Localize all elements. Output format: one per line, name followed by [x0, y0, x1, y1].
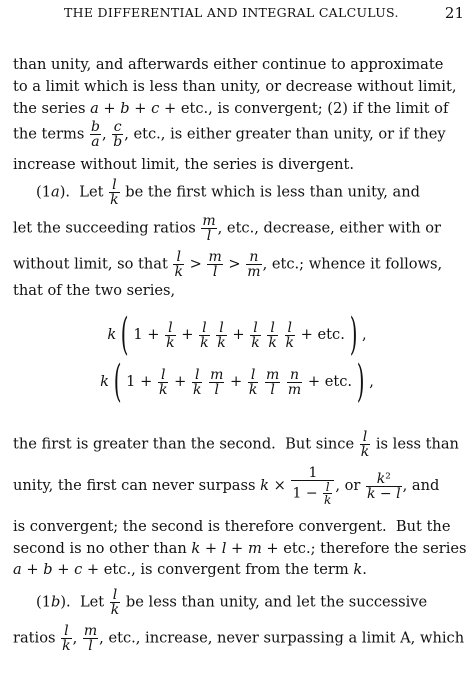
text-line: that of the two series, [13, 282, 176, 299]
text-line: a + b + c + etc., is convergent from the term k. [13, 561, 367, 578]
text-line: (1b). Let $\frac{l}{k}$ be less than unity, and let the successive [36, 587, 428, 618]
fraction: $\frac{b}{a}$ [90, 119, 100, 150]
fraction: $\frac{m}{l}$ [208, 249, 222, 280]
fraction: $\frac{l}{k}$ [110, 177, 119, 208]
page-number: 21 [444, 4, 464, 22]
text-line: unity, the first can never surpass k × 1 1 − $\frac{l}{k}$ , or $\frac{\text{k²}}{k - l}$ , and [13, 465, 440, 507]
text-line: (1a). Let $\frac{l}{k}$ be the first which is less than unity, and [36, 177, 420, 208]
text-line: than unity, and afterwards either continue to approximate [13, 56, 444, 73]
text-line: ratios $\frac{l}{k}$ , $\frac{m}{l}$ , etc., increase, never surpassing a limit A, which [13, 623, 465, 654]
text-line: without limit, so that $\frac{l}{k}$ > $\frac{m}{l}$ > $\frac{n}{m}$ , etc.; whence it follows, [13, 249, 443, 280]
fraction: $\frac{l}{k}$ [174, 249, 183, 280]
fraction: $\frac{n}{m}$ [247, 249, 261, 280]
fraction: $\frac{c}{b}$ [113, 119, 123, 150]
text-line: let the succeeding ratios $\frac{m}{l}$ , etc., decrease, either with or [13, 213, 442, 244]
running-title: THE DIFFERENTIAL AND INTEGRAL CALCULUS. [64, 5, 399, 20]
equation: k ( 1 + $\frac{l}{k}$ + $\frac{l}{k}$ $\frac{l}{k}$ + $\frac{l}{k}$ $\frac{l}{k}$ $\frac{l}{k}$ + etc. ) , [107, 309, 367, 360]
text-line: second is no other than k + l + m + etc.; therefore the series [13, 540, 467, 557]
text-line: the first is greater than the second. But since $\frac{l}{k}$ is less than [13, 429, 459, 460]
running-header [8, 5, 466, 23]
equation: k ( 1 + $\frac{l}{k}$ + $\frac{l}{k}$ $\frac{m}{l}$ + $\frac{l}{k}$ $\frac{m}{l}$ $\frac{n}{m}$ + etc. ) , [100, 356, 374, 407]
text-line: the terms $\frac{b}{a}$ , $\frac{c}{b}$ , etc., is either greater than unity, or if they [13, 119, 446, 150]
text-line: increase without limit, the series is divergent. [13, 156, 355, 173]
text-line: the series a + b + c + etc., is convergent; (2) if the limit of [13, 100, 449, 117]
fraction: $\frac{m}{l}$ [202, 213, 216, 244]
text-line: is convergent; the second is therefore convergent. But the [13, 518, 451, 535]
text-line: to a limit which is less than unity, or decrease without limit, [13, 78, 457, 95]
